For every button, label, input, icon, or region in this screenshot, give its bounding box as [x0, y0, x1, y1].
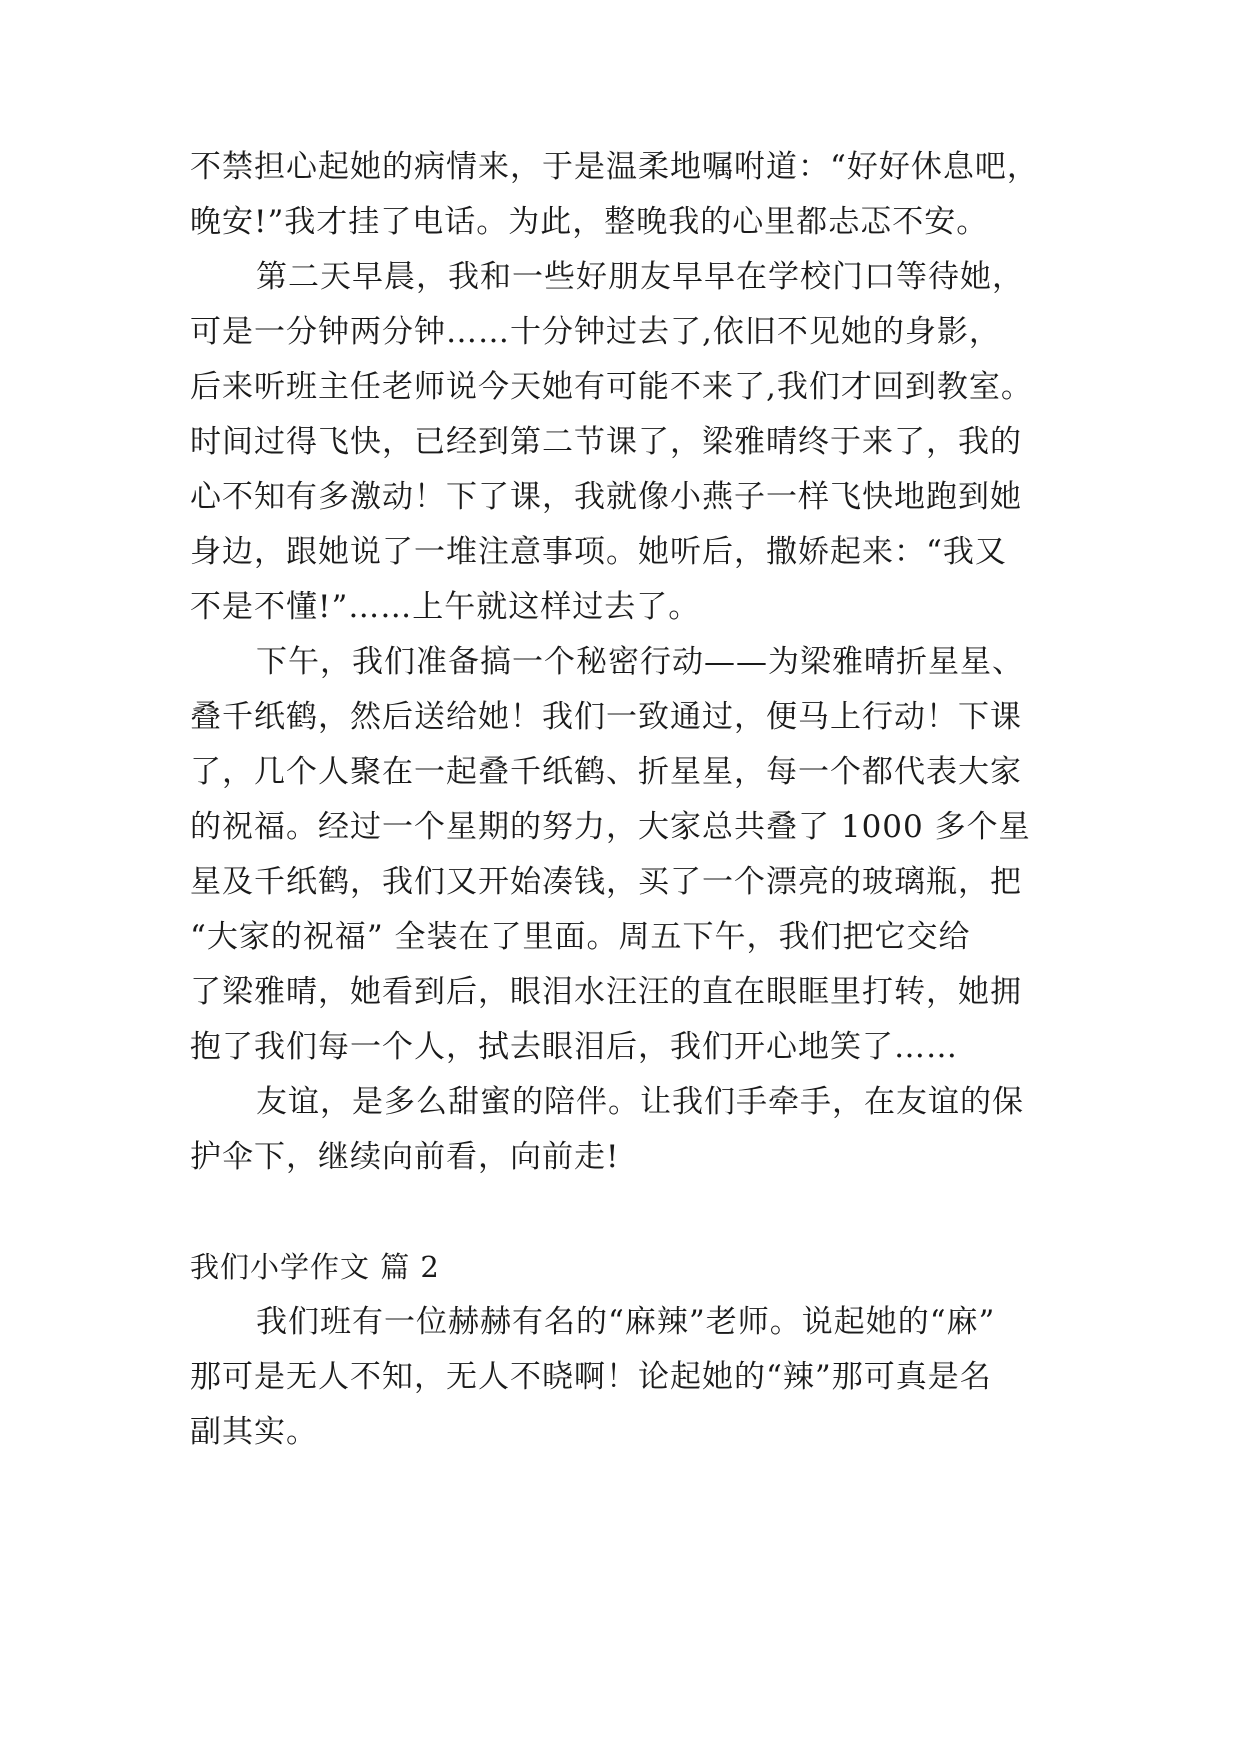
paragraph-line: 我们班有一位赫赫有名的“麻辣”老师。说起她的“麻”: [256, 1304, 996, 1340]
paragraph-line: 友谊，是多么甜蜜的陪伴。让我们手牵手，在友谊的保: [256, 1084, 1024, 1120]
paragraph-line: “大家的祝福” 全装在了里面。周五下午，我们把它交给: [190, 919, 971, 955]
paragraph-line: 时间过得飞快，已经到第二节课了，梁雅晴终于来了，我的: [190, 424, 1022, 460]
paragraph-line: 不是不懂!”……上午就这样过去了。: [190, 589, 701, 625]
paragraph-line: 了，几个人聚在一起叠千纸鹤、折星星，每一个都代表大家: [190, 754, 1022, 790]
paragraph-line: 心不知有多激动！下了课，我就像小燕子一样飞快地跑到她: [190, 479, 1022, 515]
paragraph-line: 后来听班主任老师说今天她有可能不来了,我们才回到教室。: [190, 369, 1033, 405]
paragraph-line: 可是一分钟两分钟……十分钟过去了,依旧不见她的身影，: [190, 314, 1001, 350]
paragraph-line: 第二天早晨，我和一些好朋友早早在学校门口等待她，: [256, 259, 1024, 295]
essay-title: 我们小学作文 篇 2: [190, 1250, 440, 1284]
paragraph-line: 副其实。: [190, 1414, 318, 1450]
paragraph-line: 叠千纸鹤，然后送给她！我们一致通过，便马上行动！下课: [190, 699, 1022, 735]
paragraph-line: 星及千纸鹤，我们又开始凑钱，买了一个漂亮的玻璃瓶，把: [190, 864, 1022, 900]
paragraph-line: 那可是无人不知，无人不晓啊！论起她的“辣”那可真是名: [190, 1359, 992, 1395]
paragraph-line: 了梁雅晴，她看到后，眼泪水汪汪的直在眼眶里打转，她拥: [190, 974, 1022, 1010]
paragraph-line: 下午，我们准备搞一个秘密行动——为梁雅晴折星星、: [256, 644, 1024, 680]
document-page: [190, 0, 1060, 1754]
paragraph-line: 抱了我们每一个人，拭去眼泪后，我们开心地笑了……: [190, 1029, 958, 1065]
paragraph-line: 不禁担心起她的病情来，于是温柔地嘱咐道：“好好休息吧，: [190, 149, 1039, 185]
paragraph-line: 护伞下，继续向前看，向前走!: [190, 1139, 620, 1175]
paragraph-line: 身边，跟她说了一堆注意事项。她听后，撒娇起来：“我又: [190, 534, 1007, 570]
paragraph-line: 晚安!”我才挂了电话。为此，整晚我的心里都忐忑不安。: [190, 204, 989, 240]
paragraph-line: 的祝福。经过一个星期的努力，大家总共叠了 1000 多个星: [190, 809, 1031, 845]
